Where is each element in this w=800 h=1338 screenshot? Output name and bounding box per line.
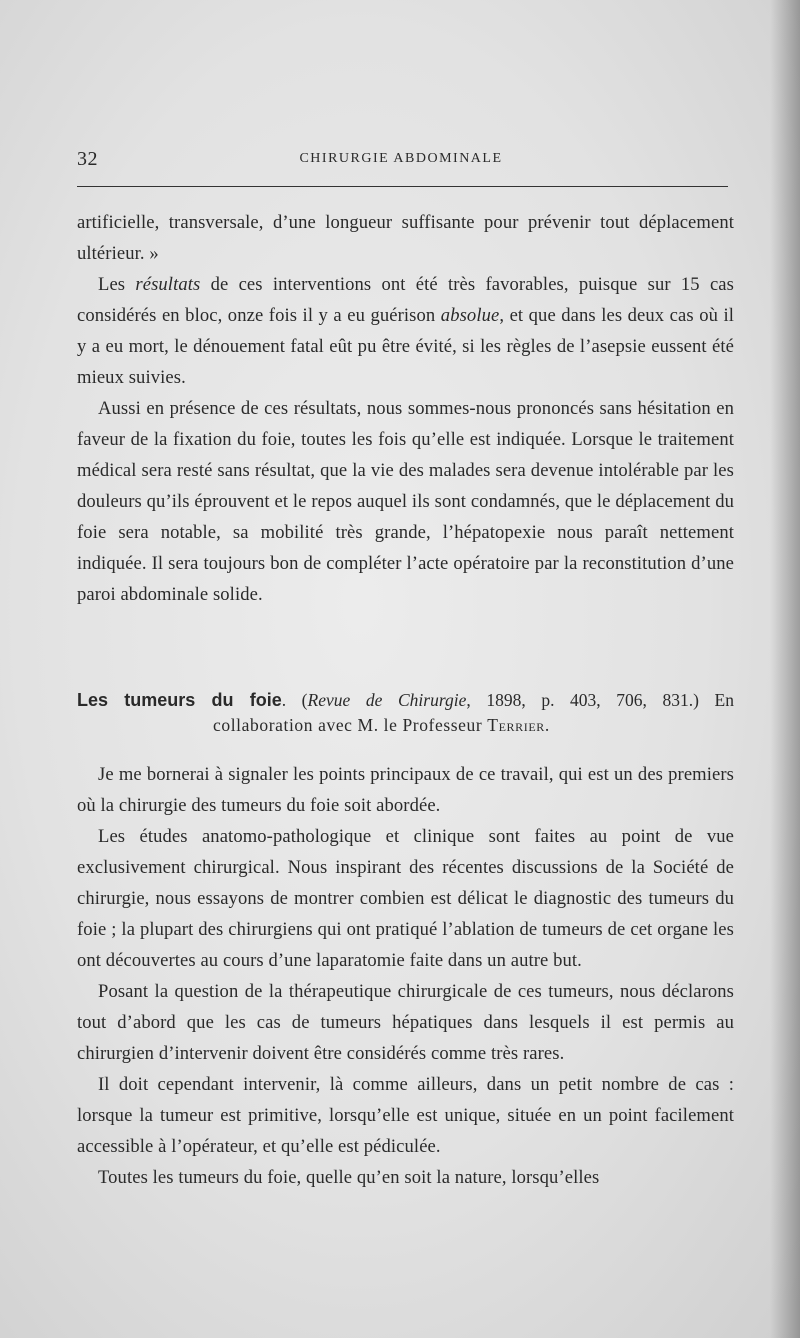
collaborator-name: Terrier [487, 715, 545, 735]
collaboration-line [77, 713, 734, 738]
citation: , 1898, p. 403, 706, 831.) En [466, 690, 734, 710]
paragraph-body-3: Posant la question de la thérapeutique chirurgicale de ces tumeurs, nous déclarons tout d’abord que les cas de tumeurs hépatiques dans lesquels il est permis au chirurgien d’intervenir doivent être considérés comme très rares. [77, 981, 734, 1064]
page-number: 32 [77, 148, 98, 170]
text-run: . ( [281, 690, 308, 710]
paragraph-results [77, 269, 734, 393]
text-run: collaboration avec M. le Professeur [213, 715, 488, 735]
section-reference [77, 688, 734, 713]
section-heading [77, 688, 734, 738]
text-run: . [544, 715, 550, 735]
paragraph-body-1: Je me bornerai à signaler les points principaux de ce travail, qui est un des premiers où la chirurgie des tumeurs du foie soit abordée. [77, 764, 734, 816]
intro-text [77, 207, 734, 610]
paragraph-body-4: Il doit cependant intervenir, là comme ailleurs, dans un petit nombre de cas : lorsque la tumeur est primitive, lorsqu’elle est unique, située en un point facilement accessible à l’opérateur, et qu’elle est pédiculée. [77, 1074, 734, 1157]
journal-name: Revue de Chirurgie [307, 690, 467, 710]
text-run: Les [98, 274, 136, 295]
paragraph-body-2: Les études anatomo-pathologique et clinique sont faites au point de vue exclusivement chirurgical. Nous inspirant des récentes discussions de la Société de chirurgie, nous essayons de montrer combien est délicat le diagnostic des tumeurs du foie ; la plupart des chirurgiens qui ont pratiqué l’ablation de tumeurs de cet organe les ont découvertes au cours d’une laparatomie faite dans un autre but. [77, 826, 734, 971]
page-header [77, 148, 725, 172]
running-title: CHIRURGIE ABDOMINALE [299, 151, 503, 166]
italic-term: résultats [135, 274, 201, 295]
paragraph-conclusion: Aussi en présence de ces résultats, nous sommes-nous prononcés sans hésitation en faveur de la fixation du foie, toutes les fois qu’elle est indiquée. Lorsque le traitement médical sera resté sans résultat, que la vie des malades sera devenue intolérable par les douleurs qu’ils éprouvent et le repos auquel ils sont condamnés, que le déplacement du foie sera notable, sa mobilité très grande, l’hépatopexie nous paraît nettement indiquée. Il sera toujours bon de compléter l’acte opératoire par la reconstitution d’une paroi abdominale solide. [77, 398, 734, 605]
paragraph-body-5: Toutes les tumeurs du foie, quelle qu’en soit la nature, lorsqu’elles [98, 1167, 600, 1188]
section-title: Les tumeurs du foie [77, 690, 282, 710]
header-rule [77, 186, 728, 187]
page-shadow [770, 0, 800, 1338]
paragraph-continuation: artificielle, transversale, d’une longueur suffisante pour prévenir tout déplacement ultérieur. » [77, 212, 734, 264]
italic-term: absolue [440, 305, 500, 326]
text-run: de ces interventions ont été très favorables, puisque sur 15 cas considérés en bloc, onze fois il y a eu guérison [77, 274, 734, 326]
body-text [77, 759, 734, 1193]
text-run: , et que dans les deux cas où il y a eu mort, le dénouement fatal eût pu être évité, si les règles de l’asepsie eussent été mieux suivies. [77, 305, 734, 388]
